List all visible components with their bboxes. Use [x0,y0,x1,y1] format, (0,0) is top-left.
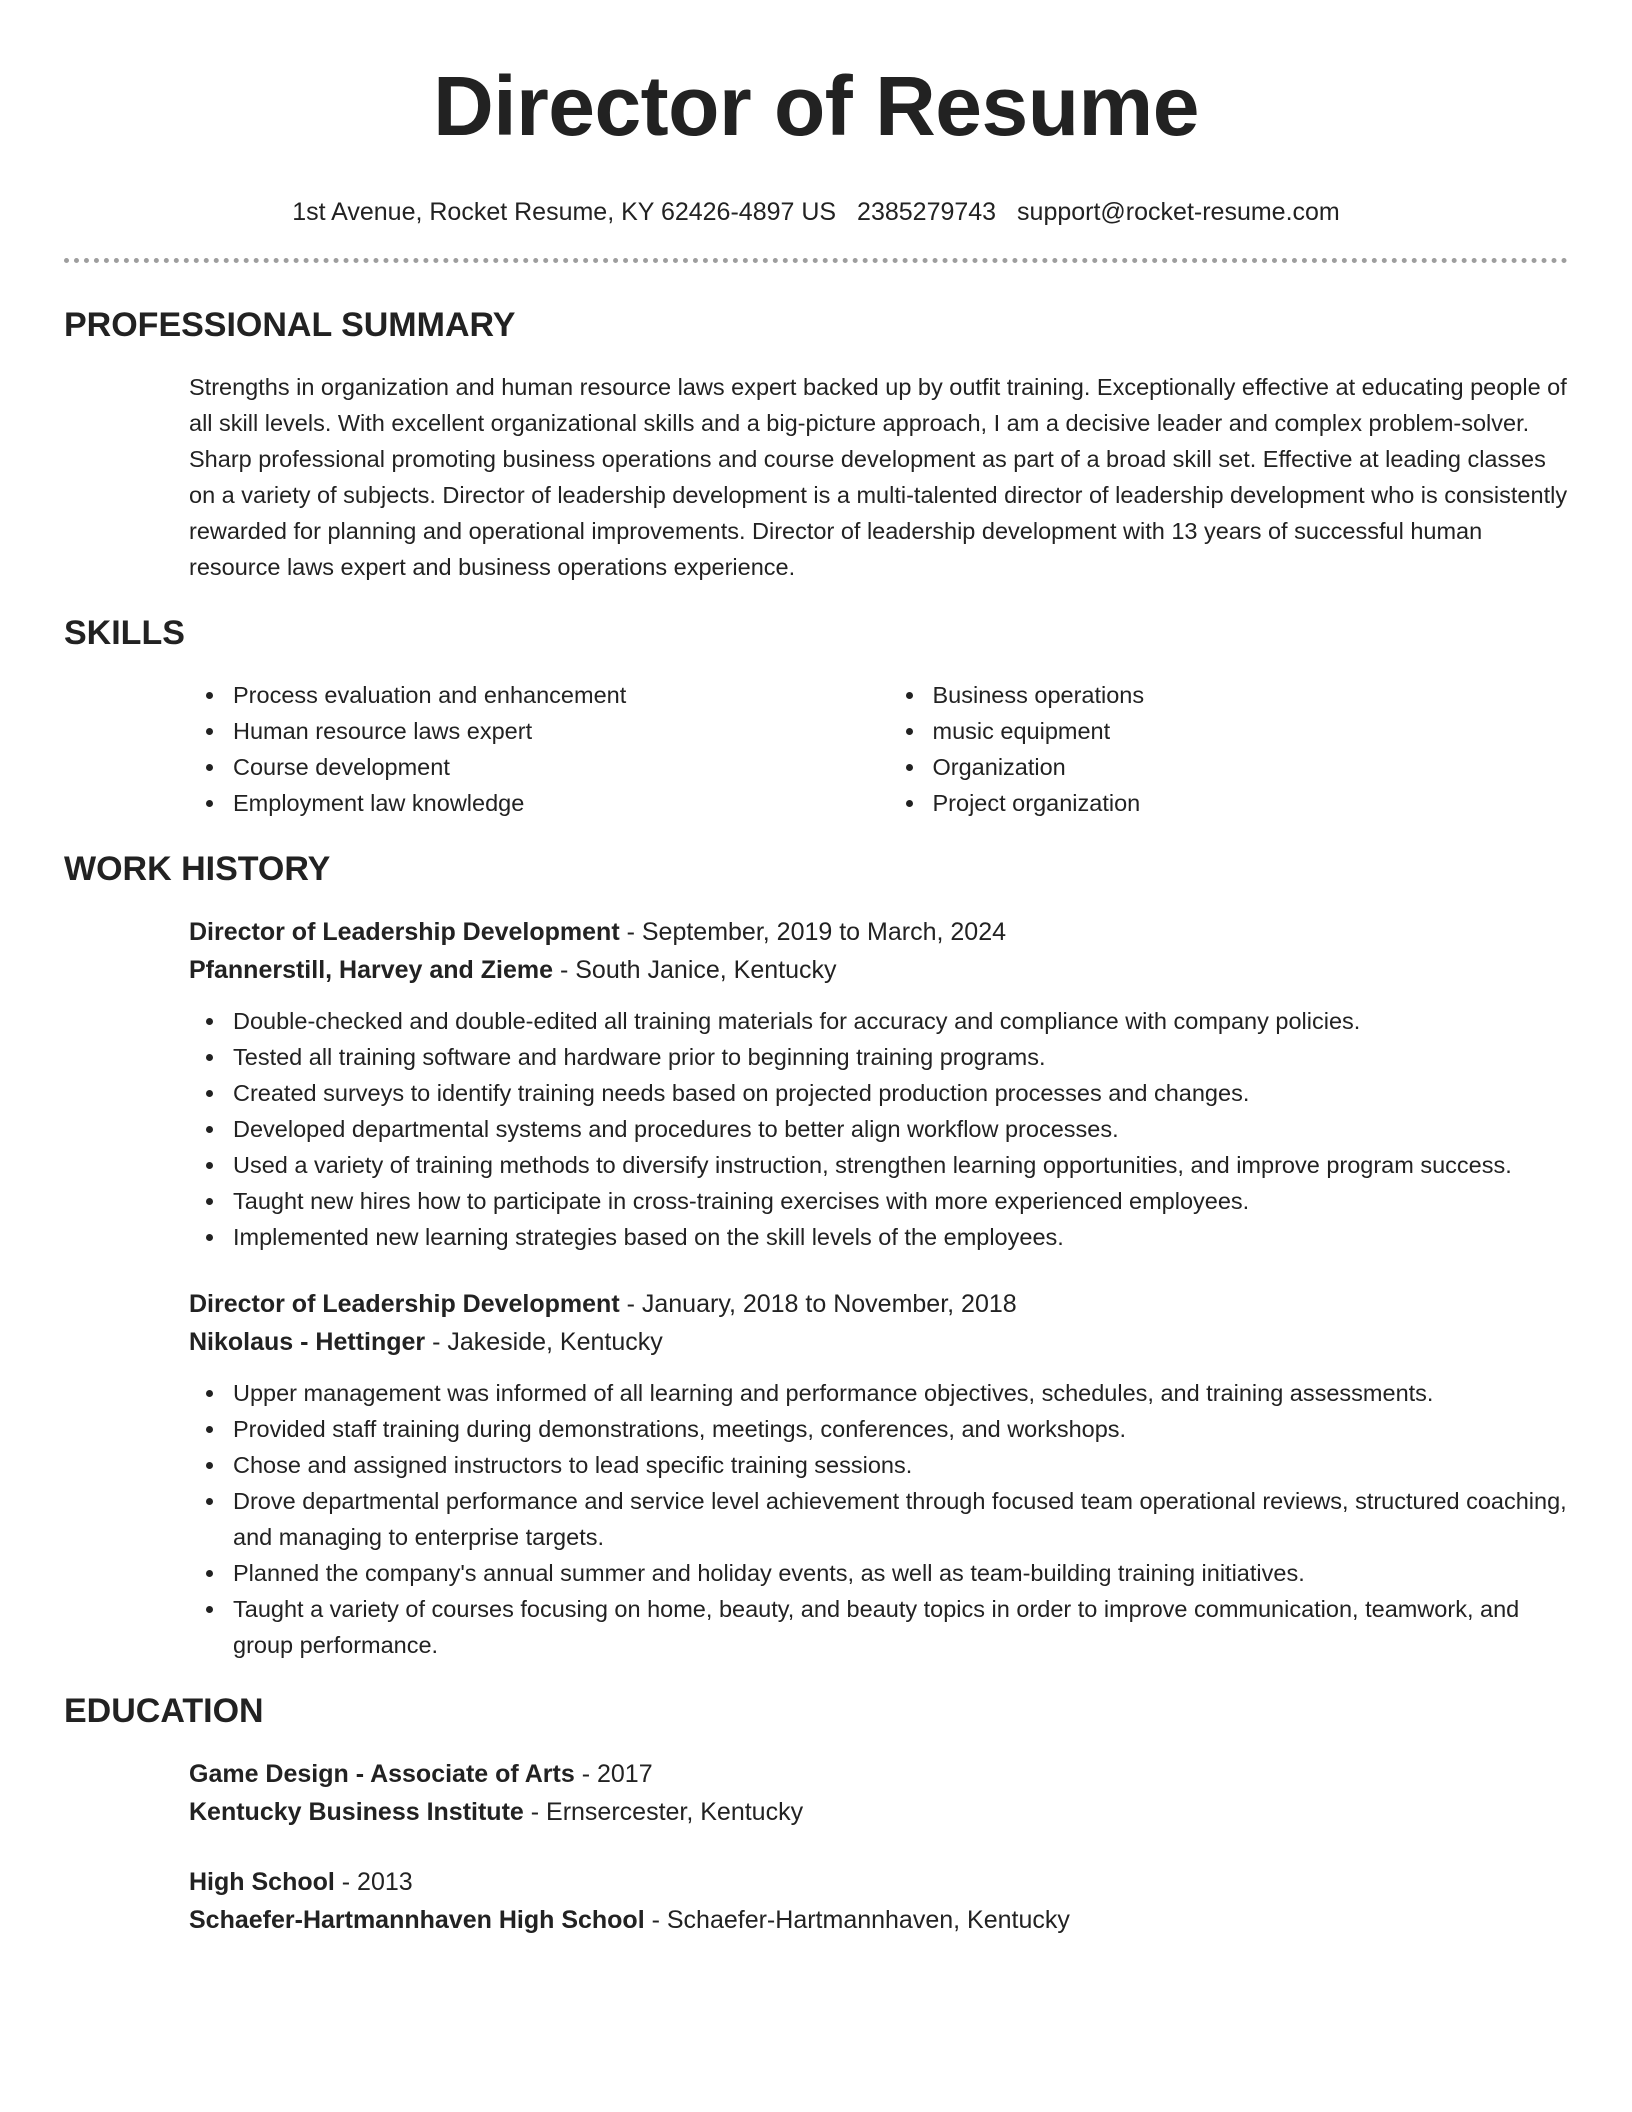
education-entry [64,1755,1568,1831]
duty-item: Created surveys to identify training needs based on projected production processes and changes. [233,1075,1568,1111]
skill-item: Project organization [933,785,1569,821]
resume-name: Director of Resume [433,59,1199,153]
duty-item: Chose and assigned instructors to lead specific training sessions. [233,1447,1568,1483]
contact-email: support@rocket-resume.com [1017,198,1340,226]
education-entry [64,1863,1568,1939]
education-school-line [189,1901,1568,1939]
education-degree-line [189,1863,1568,1901]
skills-list-right [889,677,1569,821]
duty-item: Drove departmental performance and service level achievement through focused team operational reviews, structured coaching, and managing to enterprise targets. [233,1483,1568,1555]
education-title: EDUCATION [64,1692,264,1730]
duty-item: Developed departmental systems and procedures to better align workflow processes. [233,1111,1568,1147]
job-entry [64,1285,1568,1663]
skills-grid [189,677,1568,821]
education-degree: Game Design - Associate of Arts [189,1760,575,1788]
job-location: - Jakeside, Kentucky [425,1328,663,1356]
job-entry [64,913,1568,1255]
education-section [64,1691,1568,1939]
education-year: - 2017 [574,1760,653,1788]
education-school: Schaefer-Hartmannhaven High School [189,1906,645,1934]
summary-body [64,369,1568,585]
skills-section [64,613,1568,821]
duty-item: Taught new hires how to participate in cross-training exercises with more experienced employees. [233,1183,1568,1219]
education-year: - 2013 [334,1868,413,1896]
duty-item: Implemented new learning strategies based on the skill levels of the employees. [233,1219,1568,1255]
job-dates: - January, 2018 to November, 2018 [619,1290,1017,1318]
contact-line [64,196,1568,228]
job-duties [189,1375,1568,1663]
job-company: Pfannerstill, Harvey and Zieme [189,956,554,984]
duty-item: Taught a variety of courses focusing on home, beauty, and beauty topics in order to improve communication, teamwork, and group performance. [233,1591,1568,1663]
summary-section [64,305,1568,585]
duty-item: Planned the company's annual summer and holiday events, as well as team-building training initiatives. [233,1555,1568,1591]
duty-item: Upper management was informed of all learning and performance objectives, schedules, and training assessments. [233,1375,1568,1411]
skills-body [64,677,1568,821]
contact-phone: 2385279743 [857,198,997,226]
job-title-line [189,1285,1568,1323]
skill-item: Employment law knowledge [233,785,869,821]
duty-item: Provided staff training during demonstrations, meetings, conferences, and workshops. [233,1411,1568,1447]
skill-item: Organization [933,749,1569,785]
duty-item: Double-checked and double-edited all training materials for accuracy and compliance with company policies. [233,1003,1568,1039]
duty-item: Used a variety of training methods to diversify instruction, strengthen learning opportunities, and improve program success. [233,1147,1568,1183]
skill-item: Business operations [933,677,1569,713]
job-dates: - September, 2019 to March, 2024 [619,918,1006,946]
skill-item: Human resource laws expert [233,713,869,749]
education-location: - Schaefer-Hartmannhaven, Kentucky [644,1906,1070,1934]
job-company-line [189,1323,1568,1361]
job-role: Director of Leadership Development [189,1290,620,1318]
summary-text: Strengths in organization and human resource laws expert backed up by outfit training. Exceptionally effective at educating people of all skill levels. With excellent organizational skills and a big-picture approach, I am a decisive leader and complex problem-solver. Sharp professional promoting business operations and course development as part of a broad skill set. Effective at leading classes on a variety of subjects. Director of leadership development is a multi-talented director of leadership development who is consistently rewarded for planning and operational improvements. Director of leadership development with 13 years of successful human resource laws expert and business operations experience. [189,374,1568,580]
header-divider [64,258,1568,263]
work-title: WORK HISTORY [64,850,331,888]
duty-item: Tested all training software and hardware prior to beginning training programs. [233,1039,1568,1075]
job-company: Nikolaus - Hettinger [189,1328,426,1356]
contact-address: 1st Avenue, Rocket Resume, KY 62426-4897 US [292,198,837,226]
education-school-line [189,1793,1568,1831]
job-company-line [189,951,1568,989]
work-section [64,849,1568,1663]
skill-item: music equipment [933,713,1569,749]
job-role: Director of Leadership Development [189,918,620,946]
skills-title: SKILLS [64,614,185,652]
job-location: - South Janice, Kentucky [553,956,837,984]
education-degree: High School [189,1868,335,1896]
skill-item: Process evaluation and enhancement [233,677,869,713]
skills-list-left [189,677,869,821]
education-school: Kentucky Business Institute [189,1798,524,1826]
summary-title: PROFESSIONAL SUMMARY [64,306,516,344]
education-degree-line [189,1755,1568,1793]
education-location: - Ernsercester, Kentucky [523,1798,804,1826]
job-title-line [189,913,1568,951]
job-duties [189,1003,1568,1255]
skill-item: Course development [233,749,869,785]
